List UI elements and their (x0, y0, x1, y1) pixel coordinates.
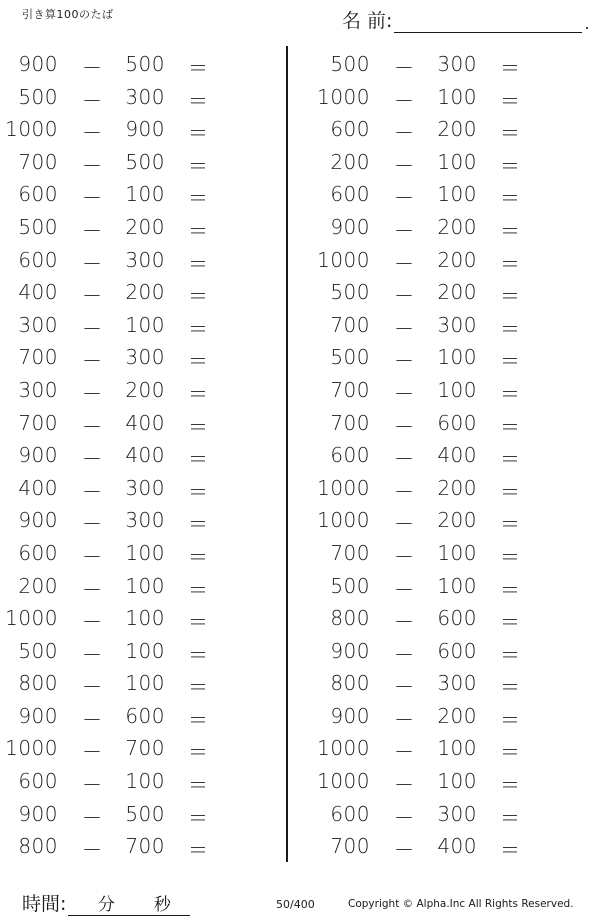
subtrahend: 600 (437, 410, 477, 435)
equals-sign: ＝ (188, 56, 209, 80)
problem-row (312, 798, 572, 831)
left-problem-column (0, 48, 260, 863)
problem-row (312, 211, 572, 244)
problem-row (312, 244, 572, 277)
equals-sign: ＝ (500, 56, 521, 80)
minus-sign: － (394, 121, 415, 146)
minus-sign: － (394, 414, 415, 439)
minuend: 700 (330, 410, 370, 435)
equals-sign: ＝ (500, 251, 521, 276)
minuend: 500 (330, 52, 370, 76)
subtrahend: 700 (125, 736, 165, 761)
subtrahend: 900 (125, 117, 165, 142)
minus-sign: － (394, 186, 415, 211)
equals-sign: ＝ (500, 642, 521, 667)
problem-row (312, 178, 572, 211)
subtrahend: 100 (437, 736, 477, 761)
equals-sign: ＝ (500, 544, 521, 569)
minus-sign: － (394, 56, 415, 80)
equals-sign: ＝ (188, 121, 209, 146)
minuend: 600 (330, 182, 370, 207)
minuend: 900 (18, 443, 58, 468)
problem-row (0, 798, 260, 831)
equals-sign: ＝ (500, 186, 521, 211)
minus-sign: － (82, 675, 103, 700)
minus-sign: － (82, 544, 103, 569)
equals-sign: ＝ (500, 512, 521, 537)
subtrahend: 300 (437, 801, 477, 826)
minus-sign: － (82, 512, 103, 537)
minus-sign: － (394, 316, 415, 341)
subtrahend: 500 (125, 801, 165, 826)
problem-row (312, 830, 572, 863)
problem-row (0, 309, 260, 342)
minus-sign: － (82, 186, 103, 211)
equals-sign: ＝ (188, 512, 209, 537)
subtrahend: 100 (437, 377, 477, 402)
minuend: 900 (18, 703, 58, 728)
subtrahend: 100 (437, 540, 477, 565)
equals-sign: ＝ (500, 121, 521, 146)
minus-sign: － (82, 740, 103, 765)
minuend: 1000 (317, 736, 370, 761)
minuend: 1000 (5, 736, 58, 761)
equals-sign: ＝ (500, 805, 521, 830)
equals-sign: ＝ (188, 381, 209, 406)
problem-row (0, 472, 260, 505)
page-number: 50/400 (276, 898, 315, 911)
subtrahend: 200 (437, 475, 477, 500)
subtrahend: 200 (125, 377, 165, 402)
equals-sign: ＝ (188, 805, 209, 830)
subtrahend: 100 (125, 573, 165, 598)
subtrahend: 500 (125, 149, 165, 174)
problem-row (0, 537, 260, 570)
equals-sign: ＝ (500, 153, 521, 178)
minus-sign: － (394, 805, 415, 830)
minus-sign: － (394, 153, 415, 178)
minuend: 700 (330, 540, 370, 565)
subtrahend: 300 (125, 475, 165, 500)
minus-sign: － (82, 447, 103, 472)
minuend: 500 (330, 280, 370, 305)
problem-row (0, 667, 260, 700)
subtrahend: 300 (125, 84, 165, 109)
minus-sign: － (394, 577, 415, 602)
equals-sign: ＝ (188, 577, 209, 602)
equals-sign: ＝ (500, 577, 521, 602)
minus-sign: － (394, 284, 415, 309)
subtrahend: 300 (125, 345, 165, 370)
problem-row (0, 700, 260, 733)
subtrahend: 300 (437, 671, 477, 696)
subtrahend: 100 (125, 671, 165, 696)
subtrahend: 400 (125, 410, 165, 435)
minus-sign: － (394, 642, 415, 667)
problem-row (0, 211, 260, 244)
minus-sign: － (82, 773, 103, 798)
equals-sign: ＝ (500, 349, 521, 374)
minus-sign: － (82, 153, 103, 178)
subtrahend: 200 (437, 508, 477, 533)
subtrahend: 700 (125, 834, 165, 859)
problem-row (312, 504, 572, 537)
minus-sign: － (394, 675, 415, 700)
problem-row (0, 635, 260, 668)
minuend: 900 (18, 801, 58, 826)
subtrahend: 100 (125, 638, 165, 663)
equals-sign: ＝ (500, 381, 521, 406)
problem-row (0, 830, 260, 863)
minuend: 900 (330, 638, 370, 663)
subtrahend: 200 (125, 280, 165, 305)
minuend: 1000 (317, 508, 370, 533)
minus-sign: － (394, 512, 415, 537)
minuend: 800 (330, 606, 370, 631)
problem-row (312, 602, 572, 635)
problem-row (312, 732, 572, 765)
problem-row (0, 732, 260, 765)
equals-sign: ＝ (500, 218, 521, 243)
equals-sign: ＝ (188, 447, 209, 472)
problem-row (312, 113, 572, 146)
minus-sign: － (394, 838, 415, 863)
equals-sign: ＝ (188, 186, 209, 211)
minuend: 1000 (317, 247, 370, 272)
minuend: 500 (330, 573, 370, 598)
equals-sign: ＝ (188, 251, 209, 276)
minuend: 300 (18, 312, 58, 337)
minuend: 500 (330, 345, 370, 370)
subtrahend: 400 (437, 834, 477, 859)
minus-sign: － (82, 642, 103, 667)
minuend: 800 (330, 671, 370, 696)
equals-sign: ＝ (188, 414, 209, 439)
subtrahend: 300 (125, 508, 165, 533)
minus-sign: － (394, 479, 415, 504)
minuend: 1000 (317, 84, 370, 109)
problem-row (0, 178, 260, 211)
name-label: 名 前: (342, 10, 393, 32)
minus-sign: － (82, 479, 103, 504)
problem-row (0, 276, 260, 309)
minus-sign: － (394, 610, 415, 635)
minus-sign: － (82, 121, 103, 146)
problem-row (312, 81, 572, 114)
minuend: 600 (18, 247, 58, 272)
minuend: 1000 (5, 606, 58, 631)
time-blank-line (68, 890, 190, 916)
equals-sign: ＝ (188, 675, 209, 700)
problem-row (0, 48, 260, 81)
subtrahend: 100 (437, 84, 477, 109)
minus-sign: － (394, 88, 415, 113)
problem-row (0, 407, 260, 440)
minus-sign: － (82, 218, 103, 243)
minus-sign: － (82, 284, 103, 309)
subtrahend: 100 (125, 312, 165, 337)
minuend: 900 (330, 214, 370, 239)
equals-sign: ＝ (188, 153, 209, 178)
minuend: 200 (330, 149, 370, 174)
subtrahend: 100 (437, 573, 477, 598)
equals-sign: ＝ (500, 773, 521, 798)
minus-sign: － (394, 740, 415, 765)
problem-row (0, 244, 260, 277)
problem-row (0, 504, 260, 537)
problem-row (0, 146, 260, 179)
minus-sign: － (82, 349, 103, 374)
equals-sign: ＝ (188, 838, 209, 863)
worksheet-title: 引き算100のたば (22, 8, 114, 21)
minuend: 700 (330, 312, 370, 337)
minuend: 1000 (5, 117, 58, 142)
minus-sign: － (394, 381, 415, 406)
problem-row (0, 341, 260, 374)
minuend: 200 (18, 573, 58, 598)
problem-row (312, 146, 572, 179)
problem-row (0, 113, 260, 146)
equals-sign: ＝ (500, 740, 521, 765)
equals-sign: ＝ (188, 610, 209, 635)
subtrahend: 200 (437, 214, 477, 239)
subtrahend: 100 (437, 182, 477, 207)
subtrahend: 200 (437, 247, 477, 272)
equals-sign: ＝ (188, 88, 209, 113)
problem-row (312, 407, 572, 440)
name-dot: . (584, 14, 590, 33)
subtrahend: 600 (437, 638, 477, 663)
minuend: 300 (18, 377, 58, 402)
minuend: 600 (18, 540, 58, 565)
subtrahend: 100 (125, 540, 165, 565)
problem-row (312, 341, 572, 374)
minuend: 800 (18, 671, 58, 696)
name-field (342, 6, 590, 33)
subtrahend: 600 (437, 606, 477, 631)
minus-sign: － (394, 544, 415, 569)
equals-sign: ＝ (188, 642, 209, 667)
problem-row (312, 472, 572, 505)
problem-row (312, 765, 572, 798)
minus-sign: － (394, 773, 415, 798)
minuend: 600 (18, 769, 58, 794)
minuend: 400 (18, 280, 58, 305)
equals-sign: ＝ (188, 479, 209, 504)
problem-row (0, 439, 260, 472)
minuend: 500 (18, 84, 58, 109)
minuend: 500 (18, 214, 58, 239)
equals-sign: ＝ (188, 740, 209, 765)
problem-row (0, 81, 260, 114)
minus-sign: － (82, 805, 103, 830)
subtrahend: 200 (437, 117, 477, 142)
copyright-notice: Copyright © Alpha.Inc All Rights Reserved. (348, 898, 574, 910)
minuend: 400 (18, 475, 58, 500)
equals-sign: ＝ (188, 349, 209, 374)
minus-sign: － (82, 88, 103, 113)
minus-sign: － (394, 447, 415, 472)
equals-sign: ＝ (500, 284, 521, 309)
problem-row (312, 700, 572, 733)
equals-sign: ＝ (500, 838, 521, 863)
subtrahend: 100 (125, 606, 165, 631)
minuend: 1000 (317, 475, 370, 500)
minuend: 900 (330, 703, 370, 728)
problem-row (312, 537, 572, 570)
minus-sign: － (82, 414, 103, 439)
problem-row (0, 374, 260, 407)
minuend: 800 (18, 834, 58, 859)
problem-row (0, 765, 260, 798)
minuend: 500 (18, 638, 58, 663)
equals-sign: ＝ (500, 675, 521, 700)
seconds-label: 秒 (153, 895, 171, 915)
equals-sign: ＝ (500, 610, 521, 635)
problem-row (312, 374, 572, 407)
minus-sign: － (82, 610, 103, 635)
minuend: 700 (18, 345, 58, 370)
subtrahend: 200 (437, 280, 477, 305)
equals-sign: ＝ (500, 447, 521, 472)
minuend: 700 (330, 377, 370, 402)
equals-sign: ＝ (500, 707, 521, 732)
problem-row (312, 635, 572, 668)
minuend: 600 (330, 117, 370, 142)
problem-row (312, 276, 572, 309)
minuend: 900 (18, 508, 58, 533)
problem-row (312, 439, 572, 472)
subtrahend: 300 (437, 312, 477, 337)
minuend: 700 (18, 149, 58, 174)
minuend: 700 (330, 834, 370, 859)
minus-sign: － (82, 707, 103, 732)
problem-row (312, 48, 572, 81)
subtrahend: 500 (125, 52, 165, 76)
equals-sign: ＝ (500, 316, 521, 341)
minuend: 600 (330, 443, 370, 468)
problem-row (312, 309, 572, 342)
minus-sign: － (394, 251, 415, 276)
subtrahend: 200 (125, 214, 165, 239)
minus-sign: － (394, 218, 415, 243)
subtrahend: 100 (437, 149, 477, 174)
subtrahend: 400 (437, 443, 477, 468)
name-blank-line (394, 12, 582, 33)
minus-sign: － (82, 838, 103, 863)
equals-sign: ＝ (188, 707, 209, 732)
equals-sign: ＝ (188, 773, 209, 798)
equals-sign: ＝ (188, 218, 209, 243)
subtrahend: 300 (437, 52, 477, 76)
minus-sign: － (82, 251, 103, 276)
subtrahend: 100 (437, 769, 477, 794)
equals-sign: ＝ (188, 544, 209, 569)
minuend: 900 (18, 52, 58, 76)
problem-row (0, 602, 260, 635)
minuend: 700 (18, 410, 58, 435)
minuend: 600 (330, 801, 370, 826)
minutes-label: 分 (97, 895, 115, 915)
column-divider (286, 46, 288, 862)
problem-row (0, 570, 260, 603)
minus-sign: － (82, 381, 103, 406)
equals-sign: ＝ (188, 316, 209, 341)
equals-sign: ＝ (500, 479, 521, 504)
subtrahend: 100 (437, 345, 477, 370)
minus-sign: － (394, 349, 415, 374)
subtrahend: 100 (125, 182, 165, 207)
time-label: 時間: (22, 893, 67, 915)
equals-sign: ＝ (500, 88, 521, 113)
minus-sign: － (394, 707, 415, 732)
subtrahend: 300 (125, 247, 165, 272)
right-problem-column (312, 48, 572, 863)
subtrahend: 400 (125, 443, 165, 468)
problem-row (312, 667, 572, 700)
minuend: 1000 (317, 769, 370, 794)
minus-sign: － (82, 577, 103, 602)
subtrahend: 200 (437, 703, 477, 728)
subtrahend: 100 (125, 769, 165, 794)
equals-sign: ＝ (188, 284, 209, 309)
minuend: 600 (18, 182, 58, 207)
problem-row (312, 570, 572, 603)
minus-sign: － (82, 56, 103, 80)
minus-sign: － (82, 316, 103, 341)
time-field (22, 889, 190, 916)
subtrahend: 600 (125, 703, 165, 728)
equals-sign: ＝ (500, 414, 521, 439)
